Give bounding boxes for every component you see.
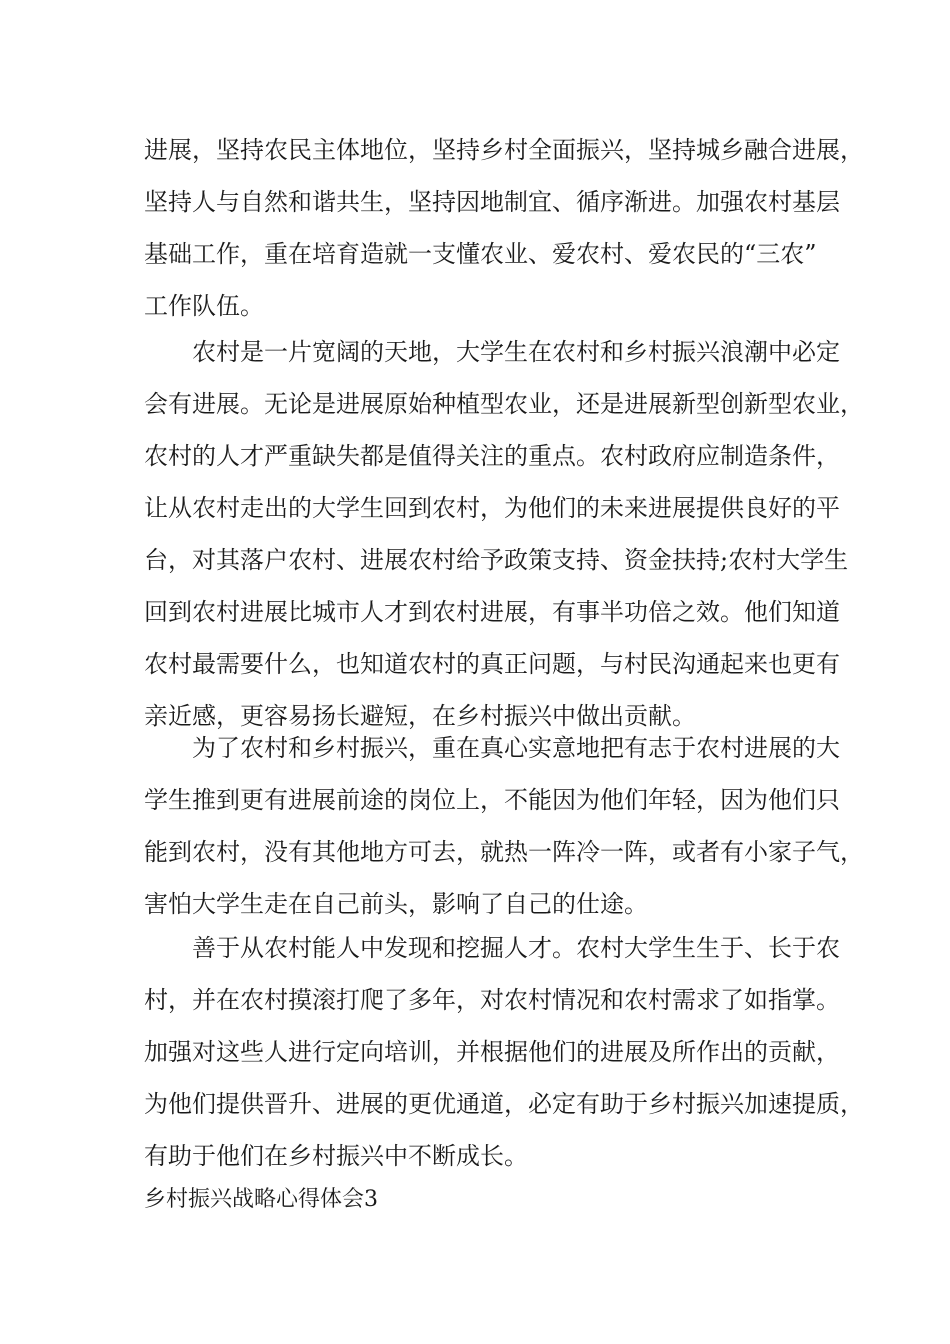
paragraph-line: 基础工作，重在培育造就一支懂农业、爱农村、爱农民的“三农” — [144, 240, 817, 268]
paragraph-line: 进展，坚持农民主体地位，坚持乡村全面振兴，坚持城乡融合进展， — [144, 136, 864, 164]
paragraph-3 — [144, 722, 864, 930]
paragraph-line: 有助于他们在乡村振兴中不断成长。 — [144, 1142, 528, 1170]
paragraph-line: 善于从农村能人中发现和挖掘人才。农村大学生生于、长于农 — [192, 934, 840, 962]
paragraph-line: 让从农村走出的大学生回到农村，为他们的未来进展提供良好的平 — [144, 494, 840, 522]
paragraph-line: 亲近感，更容易扬长避短，在乡村振兴中做出贡献。 — [144, 702, 696, 730]
paragraph-line: 坚持人与自然和谐共生，坚持因地制宜、循序渐进。加强农村基层 — [144, 188, 840, 216]
paragraph-line: 工作队伍。 — [144, 292, 264, 320]
paragraph-line: 为他们提供晋升、进展的更优通道，必定有助于乡村振兴加速提质， — [144, 1090, 864, 1118]
paragraph-line: 回到农村进展比城市人才到农村进展，有事半功倍之效。他们知道 — [144, 598, 840, 626]
paragraph-line: 村，并在农村摸滚打爬了多年，对农村情况和农村需求了如指掌。 — [144, 986, 840, 1014]
paragraph-4 — [144, 922, 864, 1182]
paragraph-2 — [144, 326, 864, 742]
paragraph-1 — [144, 124, 864, 332]
paragraph-line: 会有进展。无论是进展原始种植型农业，还是进展新型创新型农业， — [144, 390, 864, 418]
paragraph-line: 学生推到更有进展前途的岗位上，不能因为他们年轻，因为他们只 — [144, 786, 840, 814]
paragraph-line: 农村最需要什么，也知道农村的真正问题，与村民沟通起来也更有 — [144, 650, 840, 678]
paragraph-line: 农村是一片宽阔的天地，大学生在农村和乡村振兴浪潮中必定 — [192, 338, 840, 366]
paragraph-line: 加强对这些人进行定向培训，并根据他们的进展及所作出的贡献， — [144, 1038, 840, 1066]
paragraph-line: 农村的人才严重缺失都是值得关注的重点。农村政府应制造条件， — [144, 442, 840, 470]
paragraph-line: 害怕大学生走在自己前头，影响了自己的仕途。 — [144, 890, 648, 918]
paragraph-line: 台，对其落户农村、进展农村给予政策支持、资金扶持;农村大学生 — [144, 546, 849, 574]
paragraph-line: 能到农村，没有其他地方可去，就热一阵冷一阵，或者有小家子气， — [144, 838, 864, 866]
paragraph-line: 为了农村和乡村振兴，重在真心实意地把有志于农村进展的大 — [192, 734, 840, 762]
section-heading: 乡村振兴战略心得体会3 — [144, 1187, 378, 1212]
